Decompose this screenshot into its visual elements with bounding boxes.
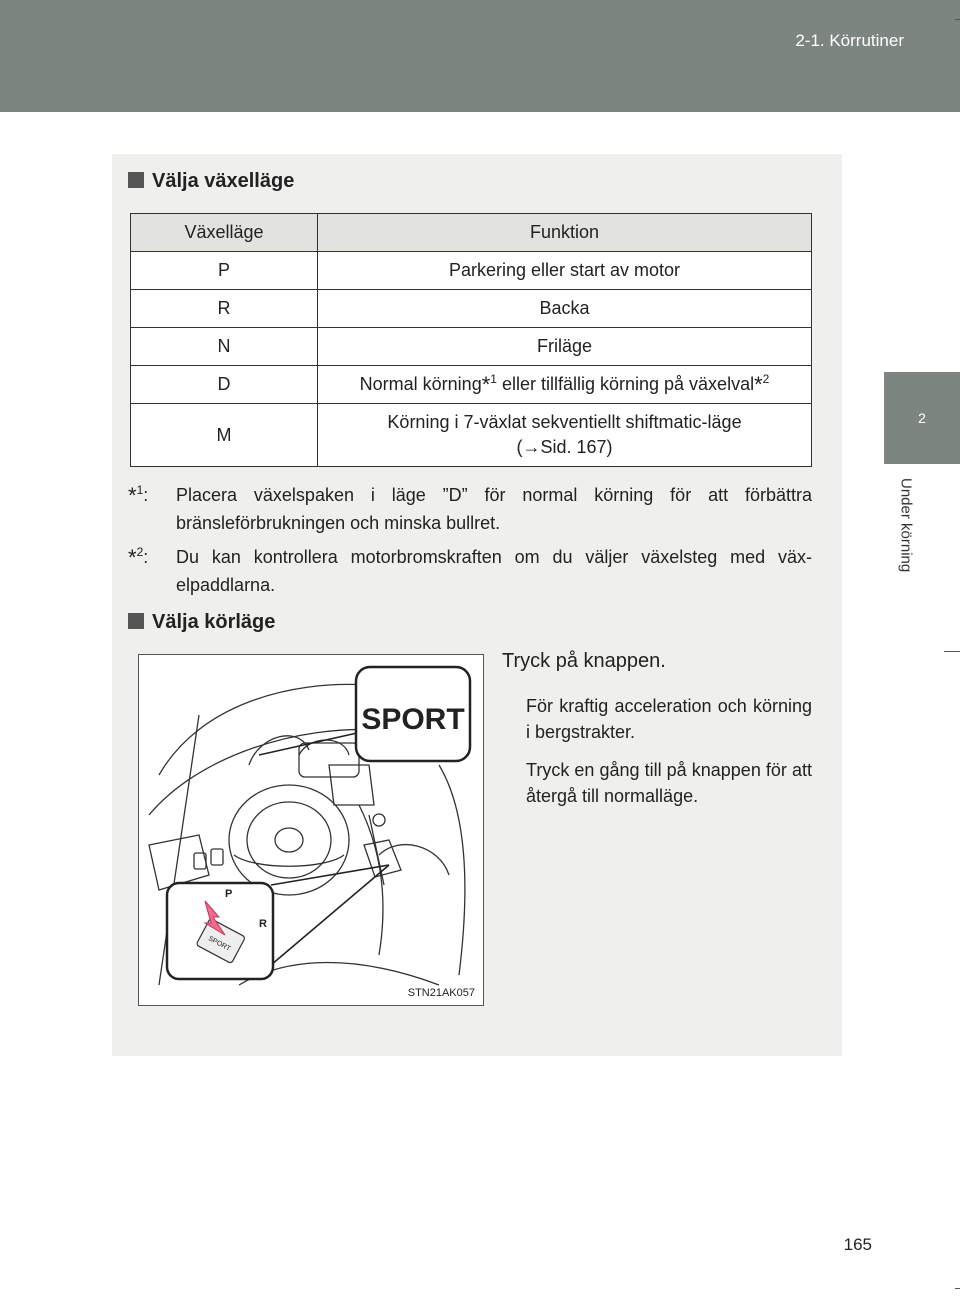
table-header-row: [131, 214, 812, 252]
column-header: Växelläge: [131, 214, 318, 252]
gear-heading-text: Välja växelläge: [152, 170, 295, 192]
footnote-ref: 2: [762, 372, 770, 386]
function-text: Normal körning: [359, 374, 482, 394]
function-text: Körning i 7-växlat sekventiellt shiftmatic-läge: [387, 412, 742, 432]
function-cell: [318, 366, 812, 404]
function-cell: [318, 404, 812, 467]
gear-p-label: P: [225, 888, 233, 900]
function-text: eller tillfällig körning på växelval: [496, 374, 755, 394]
mode-heading: [128, 611, 275, 634]
square-bullet-icon: [128, 613, 144, 629]
footnote-ref: 2: [136, 545, 144, 559]
gear-r-label: R: [259, 918, 267, 930]
footnote-star: *: [128, 545, 137, 570]
chapter-label: Under körning: [897, 478, 915, 573]
gear-cell: M: [131, 404, 318, 467]
footnote-text: Placera växelspaken i läge ”D” för normal körning för att förbättra bränsleförbrukningen och minska bullret.: [176, 485, 812, 533]
gear-table: [130, 213, 812, 467]
table-row: [131, 366, 812, 404]
footnote-mark: *$^1$:: [128, 483, 149, 508]
gear-heading: [128, 170, 294, 193]
function-cell: Backa: [318, 290, 812, 328]
sport-button-label: SPORT: [361, 703, 465, 736]
chapter-tab: 2: [884, 372, 960, 464]
page-reference: (→Sid. 167): [516, 437, 613, 457]
mode-heading-text: Välja körläge: [152, 611, 276, 633]
footnote-star: *: [754, 372, 763, 397]
footnote-1: [128, 481, 812, 537]
crop-mark: [944, 651, 960, 652]
function-cell: Friläge: [318, 328, 812, 366]
table-row: [131, 290, 812, 328]
header-bar: [0, 0, 960, 112]
table-row: [131, 404, 812, 467]
side-strip: [884, 112, 960, 1300]
dashboard-illustration: [138, 654, 484, 1006]
instruction-text: Tryck på knappen.: [502, 650, 666, 672]
gear-cell: D: [131, 366, 318, 404]
small-sport-label: SPORT: [206, 935, 232, 953]
gear-cell: P: [131, 252, 318, 290]
footnote-ref: 1: [490, 372, 497, 386]
content-box: [112, 154, 842, 1056]
footnote-ref: 1: [136, 483, 144, 497]
crop-mark: [955, 19, 960, 20]
gear-cell: R: [131, 290, 318, 328]
table-row: [131, 252, 812, 290]
page-number: 165: [843, 1235, 872, 1254]
normal-description: Tryck en gång till på knappen för att återgå till normalläge.: [526, 760, 812, 806]
footnote-star: *: [481, 372, 491, 397]
footnote-2: [128, 543, 812, 599]
footnote-star: *: [128, 483, 137, 508]
dashboard-drawing: [139, 655, 483, 1005]
table-row: [131, 328, 812, 366]
square-bullet-icon: [128, 172, 144, 188]
footnote-text: Du kan kontrollera motorbromskraften om du väljer växelsteg med väx-elpaddlarna.: [176, 547, 812, 595]
gear-cell: N: [131, 328, 318, 366]
footnote-mark: *$^2$:: [128, 545, 149, 570]
crop-mark: [955, 1288, 960, 1289]
figure-code: STN21AK057: [407, 987, 475, 999]
section-title: 2-1. Körrutiner: [795, 31, 904, 50]
column-header: Funktion: [318, 214, 812, 252]
function-cell: Parkering eller start av motor: [318, 252, 812, 290]
sport-description: För kraftig acceleration och körning i bergstrakter.: [526, 696, 812, 742]
